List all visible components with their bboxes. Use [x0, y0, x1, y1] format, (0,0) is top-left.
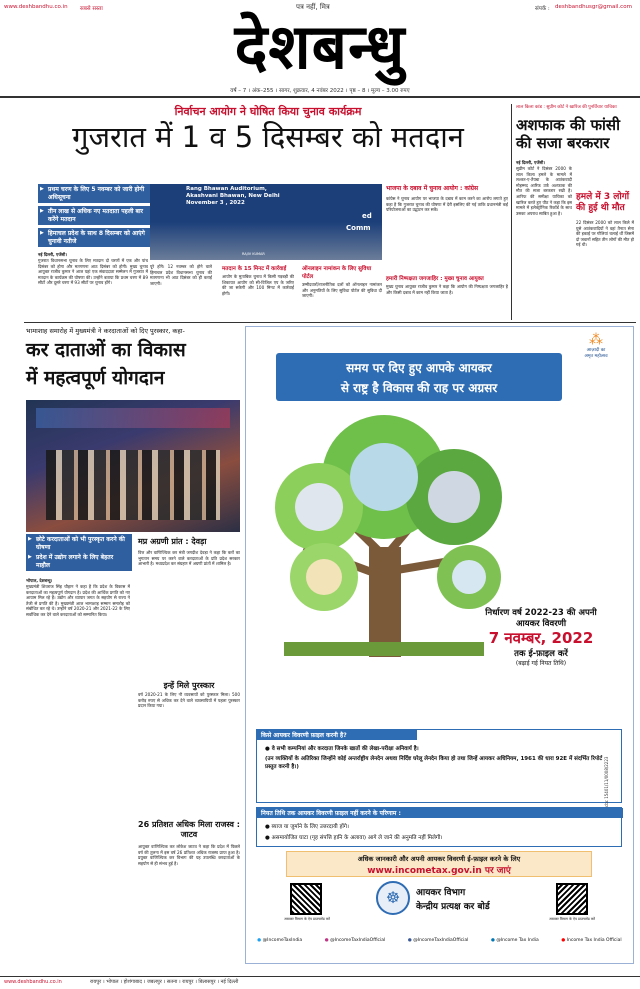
right-body-2: 22 दिसंबर 2000 को लाल किले में घुसे आतंकवादियों ने वहां तैनात सेना की इकाई पर गोलियां चलाई थीं जिसमें दो जवानों सहित तीन लोगों की मौत हो गई थी।: [576, 220, 634, 248]
ad-logo: [566, 333, 626, 359]
ad-q2-box: [256, 807, 622, 847]
ad-dept-1: आयकर विभाग: [416, 888, 466, 898]
ad-q1: किसे आयकर विवरणी फ़ाइल करनी है?: [257, 730, 417, 740]
lead-body-3: आयोग के मुताबिक चुनाव में किसी गड़बड़ी की शिकायत आयोग को सी-विजिल एप के जरिए की जा सकेगी और 100 मिनट में कार्रवाई होगी।: [222, 274, 294, 296]
lead-photo: [150, 184, 382, 260]
deadline-line-1: निर्धारण वर्ष 2022-23 की अपनी: [485, 608, 597, 618]
feature-kicker: भामाशाह समारोह में मुख्यमंत्री ने करदाताओं को दिए पुरस्कार, कहा-: [26, 327, 185, 335]
ad-q1-body-2: (उन व्यक्तियों के अतिरिक्त जिन्होंने कोई अन्तर्राष्ट्रीय लेनदेन अथवा निर्दिष्ट घरेलू लेनदेन किया हो तथा जिन्हें आयकर अधिनियम, 1961 की धारा 92E में संदर्भित रिपोर्ट प्रस्तुत करनी है।): [265, 756, 603, 770]
contact-label: संपर्क :: [535, 6, 550, 12]
deadline-line-4: (बढ़ाई गई नियत तिथि): [515, 660, 567, 667]
youtube-icon: ●: [561, 937, 566, 943]
side-body-2: मुख्य चुनाव आयुक्त राजीव कुमार ने कहा कि आयोग की निष्पक्षता जगजाहिर है और किसी दबाव में काम नहीं किया जाता है।: [386, 284, 508, 295]
lead-dateline: नई दिल्ली, एजेंसी।: [38, 252, 67, 257]
deadline-line-2: आयकर विवरणी: [515, 619, 567, 629]
photo-banner-2: Akashvani Bhawan, New Delhi: [186, 193, 280, 199]
ad-code: cbc 15401/11/0008/2223: [604, 756, 609, 807]
tagline-center: पत्र नहीं, मित्र: [296, 3, 330, 11]
lead-sub-1: मतदान के 15 मिनट में कार्रवाई: [222, 266, 287, 272]
instagram-handle[interactable]: ● @IncomeTaxIndiaOfficial: [324, 937, 386, 943]
masthead-rule: [0, 96, 640, 98]
feature-body-4: आयुक्त वाणिज्यिक कर लोकेश जाटव ने कहा कि प्रदेश में पिछले वर्ष की तुलना में इस वर्ष 26 प्रतिशत अधिक राजस्व प्राप्त हुआ है। प्रयुक्त वाणिज्यिक कर विभाग की यह उपलब्धि करदाताओं के सहयोग से ही संभव हुई है।: [138, 844, 240, 866]
lead-kicker: निर्वाचन आयोग ने घोषित किया चुनाव कार्यक्रम: [174, 105, 362, 118]
ad-q2: नियत तिथि तक आयकर विवरणी फ़ाइल नहीं करने के परिणाम :: [257, 808, 623, 818]
section-rule: [24, 322, 636, 323]
qr-left[interactable]: [290, 883, 322, 915]
footer-cities: रायपुर । भोपाल । होशंगाबाद । जबलपुर । सतना । रायपुर । बिलासपुर । नई दिल्ली: [90, 979, 239, 985]
qr-right-label: आयकर विभाग के ऐप डाउनलोड करें: [548, 917, 595, 921]
social-bar: [246, 933, 633, 947]
ad-headline-1: समय पर दिए हुए आपके आयकर: [346, 361, 492, 375]
ad-info-1: अधिक जानकारी और अपनी आयकर विवरणी ई-फ़ाइल करने के लिए: [357, 855, 521, 863]
ad-info-url[interactable]: www.incometax.gov.in पर जाएं: [367, 866, 511, 876]
lead-body-4: उम्मीदवारों/राजनीतिक दलों को ऑनलाइन नामांकन और अनुमतियों के लिए सुविधा पोर्टल की सुविधा दी जाएगी।: [302, 282, 382, 299]
qr-right[interactable]: [556, 883, 588, 915]
feature-headline-1: कर दाताओं का विकास: [26, 339, 186, 361]
ad-logo-line-2: अमृत महोत्सव: [584, 354, 608, 359]
photo-name-1: RAJIV KUMAR: [242, 252, 265, 256]
tagline-left: सबसे सस्ता: [80, 6, 103, 12]
footer-url[interactable]: www.deshbandhu.co.in: [4, 979, 62, 985]
footer-rule: [0, 976, 640, 977]
lead-bullet: ▶ हिमाचल प्रदेश के साथ 8 दिसम्बर को आएंगे चुनावी नतीजे: [38, 228, 156, 247]
stage-banner: [36, 408, 230, 428]
linkedin-icon: ●: [490, 937, 495, 943]
deadline-date: 7 नवम्बर, 2022: [488, 629, 594, 647]
feature-bullet: ▶ छोटे करदाताओं को भी पुरस्कृत करने की घोषणा: [26, 534, 132, 553]
edition-line: वर्ष – 7 । अंक–255 । सागर, शुक्रवार, 4 नवंबर 2022 । पृष्ठ – 8 । मूल्य – 3.00 रुपए: [230, 88, 410, 94]
photo-banner-5: ed: [362, 212, 372, 220]
lead-body-2: पूरे होंगे। 12 नवम्बर को होने वाले हिमाचल प्रदेश विधानसभा चुनाव की मतगणना भी आठ दिसंबर को ही कराई जाएगी।: [150, 264, 212, 286]
photo-banner-3: November 3 , 2022: [186, 200, 245, 206]
ad-q2-body-2: ● असमायोजित घाटा (गृह संपत्ति हानि के अलावा) आगे ले जाने की अनुमति नहीं मिलेगी।: [265, 835, 443, 841]
feature-sub-3: 26 प्रतिशत अधिक मिला राजस्व : जाटव: [138, 820, 240, 839]
lead-bullet: ▶ तीन लाख से अधिक नए मतदाता पहली बार करेंगे मतदान: [38, 206, 156, 225]
feature-body-3: वर्ष 2020-21 के लिए नौ व्यवसायों को पुरस्कार मिला। 500 करोड़ रुपए से अधिक कर देने वाले व्यवसायियों में पहला पुरस्कार प्रदान किया गया।: [138, 692, 240, 709]
linkedin-handle[interactable]: ● @Income Tax India: [490, 937, 539, 943]
right-kicker: लाल किला कांड : सुप्रीम कोर्ट ने खारिज की पुनर्विचार याचिका: [516, 105, 617, 110]
side-body-1: कांग्रेस ने चुनाव आयोग पर भाजपा के दबाव में काम करने का आरोप लगाते हुए कहा है कि गुजरात चुनाव की घोषणा में देरी इसलिए की गई ताकि प्रधानमंत्री कई परियोजनाओं का उद्घाटन कर सकें।: [386, 196, 508, 213]
instagram-icon: ●: [324, 937, 329, 943]
photo-banner-1: Rang Bhawan Auditorium,: [186, 186, 267, 192]
qr-left-label: आयकर विभाग के ऐप डाउनलोड करें: [283, 917, 330, 921]
feature-dateline: भोपाल, देशबन्धु।: [26, 578, 53, 583]
ad-q2-body-1: ● ब्याज या जुर्माने के लिए उत्तरदायी होंगे।: [265, 824, 350, 830]
ad-headline-2: से राष्ट्र है विकास की राह पर अग्रसर: [340, 381, 498, 395]
lead-story: [26, 102, 510, 320]
feature-photo: [26, 400, 240, 532]
ad-q1-body-1: ● वे सभी कम्पनियां और करदाता जिनके खातों की लेखा-परीक्षा अनिवार्य है।: [265, 746, 419, 752]
side-sub: हमारी निष्पक्षता जगजाहिर : मुख्य चुनाव आयुक्त: [386, 276, 484, 282]
tax-advertisement: [245, 326, 634, 964]
right-headline: अशफाक की फांसी की सजा बरकरार: [516, 116, 620, 152]
ad-headline-banner: [276, 353, 562, 401]
feature-bullet: ▶ प्रदेश में उद्योग लगाने के लिए बेहतर माहौल: [26, 552, 132, 571]
feature-headline-2: में महत्वपूर्ण योगदान: [26, 367, 165, 389]
ad-info-box: [286, 851, 592, 877]
ad-deadline: [456, 607, 626, 667]
deadline-line-3: तक ई-फ़ाइल करें: [514, 649, 568, 659]
facebook-handle[interactable]: ● @IncomeTaxIndiaOfficial: [407, 937, 469, 943]
lead-sub-2: ऑनलाइन नामांकन के लिए सुविधा पोर्टल: [302, 266, 372, 280]
feature-sub-1: मप्र अग्रणी प्रांत : देवड़ा: [138, 537, 207, 546]
contact-email[interactable]: deshbandhusgr@gmail.com: [555, 4, 632, 10]
column-rule: [511, 104, 512, 320]
side-kicker: भाजपा के दबाव में चुनाव आयोग : कांग्रेस: [386, 185, 479, 192]
award-recipients: [46, 450, 220, 520]
ad-dept-2: केन्द्रीय प्रत्यक्ष कर बोर्ड: [416, 902, 490, 912]
feature-sub-2: इन्हें मिले पुरस्कार: [163, 681, 215, 690]
twitter-handle[interactable]: ● @IncomeTaxIndia: [257, 937, 303, 943]
right-story: [516, 104, 636, 320]
site-url[interactable]: www.deshbandhu.co.in: [4, 4, 68, 10]
ad-q1-box: [256, 729, 622, 803]
youtube-handle[interactable]: ● Income Tax India Official: [561, 937, 622, 943]
right-body-1: सुप्रीम कोर्ट ने दिसंबर 2000 के लाल किला हमले के मामले में लश्कर-ए-तैयबा के आतंकवादी मोहम्मद आरिफ उर्फ अशफाक की मौत की सजा बरकरार रखी है। आरिफ की समीक्षा याचिका को खारिज करते हुए पीठ ने कहा कि इस मामले में इलेक्ट्रॉनिक रिकॉर्ड के साथ उसका अपराध साबित हुआ है।: [516, 166, 572, 216]
lead-body-1: गुजरात विधानसभा चुनाव के लिए मतदान दो चरणों में एक और पांच दिसंबर को होगा और मतगणना आठ दिसंबर को होगी। मुख्य चुनाव आयुक्त राजीव कुमार ने आज यहां एक संवाददाता सम्मेलन में गुजरात में मतदान के कार्यक्रम की घोषणा की। उन्होंने बताया कि प्रथम चरण में 89 सीटों और दूसरे चरण में 93 सीटों पर चुनाव होंगे।: [38, 258, 148, 286]
masthead-title: देशबन्धु: [234, 10, 406, 83]
twitter-icon: ●: [257, 937, 262, 943]
emblem-icon: ☸: [376, 881, 410, 915]
photo-banner-4: Comm: [346, 224, 371, 232]
right-pull-quote: हमले में 3 लोगों की हुई थी मौत: [576, 192, 630, 213]
lead-bullet: ▶ प्रथम चरण के लिए 5 नवम्बर को जारी होगी अधिसूचना: [38, 184, 156, 203]
feature-body-1: मुख्यमंत्री शिवराज सिंह चौहान ने कहा है कि प्रदेश के विकास में करदाताओं का महत्वपूर्ण योगदान है। प्रदेश की आर्थिक प्रगति को नए आयाम मिल रहे हैं। उद्योग और व्यापार जगत के सहयोग से राज्य ने तेजी से प्रगति की है। मुख्यमंत्री आज भामाशाह सम्मान समारोह को संबोधित कर रहे थे। उन्होंने वर्ष 2020-21 और 2021-22 के लिए सर्वाधिक कर देने वाले करदाताओं को सम्मानित किया।: [26, 584, 130, 617]
amrit-logo-icon: ⁂: [589, 332, 603, 348]
feature-body-2: वित्त और वाणिज्यिक कर मंत्री जगदीश देवड़ा ने कहा कि करों का भुगतान समय पर करने वाले करदाताओं के प्रति प्रदेश सरकार आभारी है। मध्यप्रदेश कर संग्रहण में अग्रणी प्रांतों में शामिल है।: [138, 550, 240, 567]
feature-story: [26, 326, 240, 974]
right-dateline: नई दिल्ली, एजेंसी।: [516, 160, 545, 165]
facebook-icon: ●: [407, 937, 412, 943]
ad-logo-line-1: आज़ादी का: [586, 348, 606, 353]
lead-headline: गुजरात में 1 व 5 दिसम्बर को मतदान: [72, 120, 464, 154]
